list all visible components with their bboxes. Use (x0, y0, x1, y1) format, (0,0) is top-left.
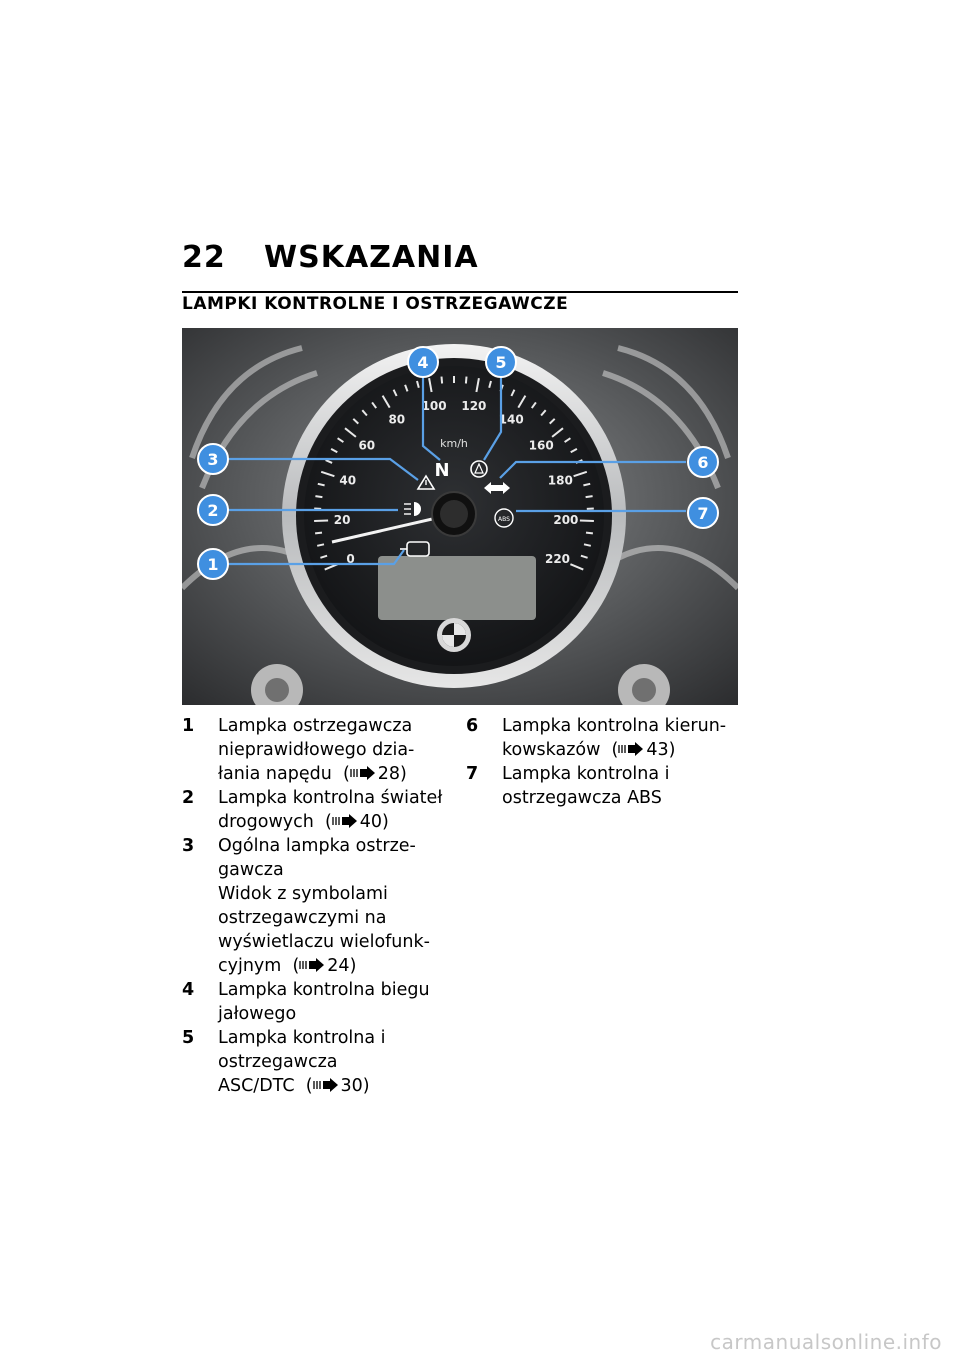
svg-text:4: 4 (417, 353, 429, 372)
legend-item-number: 5 (182, 1028, 195, 1048)
scale-tick (580, 521, 594, 522)
legend-text-line: jałowego (218, 1004, 297, 1024)
legend-text-line: wyświetlaczu wielofunk- (218, 932, 430, 952)
legend-text-line: kowskazów ( 43) (502, 740, 676, 760)
speed-unit: km/h (440, 437, 468, 450)
legend-text-line: Lampka ostrzegawcza (218, 716, 413, 736)
legend-item-2 (182, 786, 444, 834)
svg-text:7: 7 (697, 504, 709, 523)
scale-label: 200 (553, 513, 579, 527)
scale-label: 180 (547, 473, 573, 488)
scale-tick (315, 496, 322, 497)
page-reference-arrow-icon (332, 814, 358, 828)
legend-item-text (218, 834, 444, 978)
svg-text:ABS: ABS (498, 516, 510, 523)
legend-text-line: Lampka kontrolna świateł (218, 788, 443, 808)
svg-text:6: 6 (697, 453, 709, 472)
legend-item-text (218, 1026, 444, 1098)
legend-text-line: gawcza (218, 860, 284, 880)
callout-1 (198, 549, 228, 579)
scale-tick (586, 533, 593, 534)
legend-item-number: 4 (182, 980, 195, 1000)
needle-hub-cap (440, 500, 468, 528)
scale-label: 80 (388, 412, 406, 427)
legend-text-line: Ogólna lampka ostrze- (218, 836, 416, 856)
scale-label: 160 (528, 438, 554, 453)
legend-left-column (182, 714, 444, 1098)
scale-label: 120 (461, 398, 487, 413)
instrument-cluster-figure (182, 328, 738, 705)
legend-item-number: 2 (182, 788, 195, 808)
legend-text-line: Lampka kontrolna i (502, 764, 670, 784)
callout-7 (688, 498, 718, 528)
speedometer-illustration (182, 328, 738, 705)
watermark: carmanualsonline.info (710, 1330, 942, 1354)
scale-label: 220 (544, 551, 571, 566)
legend-text-line: cyjnym ( 24) (218, 956, 357, 976)
legend-item-text (502, 714, 738, 762)
legend-text-line: drogowych ( 40) (218, 812, 389, 832)
page-reference-arrow-icon (618, 742, 644, 756)
legend-item-number: 7 (466, 764, 479, 784)
callout-3 (198, 444, 228, 474)
page-reference-arrow-icon (350, 766, 376, 780)
legend-text-line: łania napędu ( 28) (218, 764, 407, 784)
legend-item-number: 3 (182, 836, 195, 856)
legend-item-4 (182, 978, 444, 1026)
scale-tick (315, 533, 322, 534)
legend-text-line: Lampka kontrolna kierun- (502, 716, 727, 736)
legend-item-text (502, 762, 738, 810)
legend-text-line: Lampka kontrolna i (218, 1028, 386, 1048)
legend-item-text (218, 714, 444, 786)
scale-tick (586, 496, 593, 497)
callout-4 (408, 347, 438, 377)
legend-item-1 (182, 714, 444, 786)
legend-text-line: ostrzegawczymi na (218, 908, 387, 928)
section-title: LAMPKI KONTROLNE I OSTRZEGAWCZE (182, 294, 569, 314)
svg-text:1: 1 (207, 555, 219, 574)
page-reference: ( 28) (331, 764, 407, 784)
legend-text-line: Widok z symbolami (218, 884, 388, 904)
lcd-display (378, 556, 536, 620)
legend-item-3 (182, 834, 444, 978)
callout-6 (688, 447, 718, 477)
header-rule (182, 291, 738, 293)
legend-item-6 (466, 714, 738, 762)
page-reference: ( 30) (294, 1076, 370, 1096)
scale-tick (314, 521, 328, 522)
page-reference: ( 40) (313, 812, 389, 832)
page-reference: ( 43) (600, 740, 676, 760)
scale-tick (466, 377, 467, 384)
scale-label: 40 (339, 473, 357, 488)
chapter-title: WSKAZANIA (264, 240, 479, 275)
callout-5 (486, 347, 516, 377)
scale-label: 60 (358, 438, 376, 453)
page-reference: ( 24) (281, 956, 357, 976)
neutral-indicator-icon: N (434, 460, 450, 481)
scale-label: 0 (346, 551, 355, 566)
legend-text-line: nieprawidłowego dzia- (218, 740, 415, 760)
bmw-logo (437, 618, 471, 652)
svg-text:2: 2 (207, 501, 219, 520)
page-reference-arrow-icon (299, 958, 325, 972)
legend-right-column (466, 714, 738, 810)
legend-item-5 (182, 1026, 444, 1098)
legend-item-text (218, 978, 444, 1026)
svg-text:5: 5 (495, 353, 507, 372)
legend-item-number: 1 (182, 716, 195, 736)
legend-text-line: Lampka kontrolna biegu (218, 980, 430, 1000)
legend-item-text (218, 786, 444, 834)
callout-2 (198, 495, 228, 525)
scale-label: 20 (333, 513, 351, 527)
page-number: 22 (182, 240, 226, 275)
page-reference-arrow-icon (313, 1078, 339, 1092)
legend-text-line: ostrzegawcza ASC/DTC ( 30) (218, 1052, 370, 1096)
legend-text-line: ostrzegawcza ABS (502, 788, 662, 808)
scale-label: 140 (498, 412, 524, 427)
legend-item-7 (466, 762, 738, 810)
scale-tick (442, 377, 443, 384)
svg-text:3: 3 (207, 450, 219, 469)
legend-item-number: 6 (466, 716, 479, 736)
scale-label: 100 (421, 398, 447, 413)
